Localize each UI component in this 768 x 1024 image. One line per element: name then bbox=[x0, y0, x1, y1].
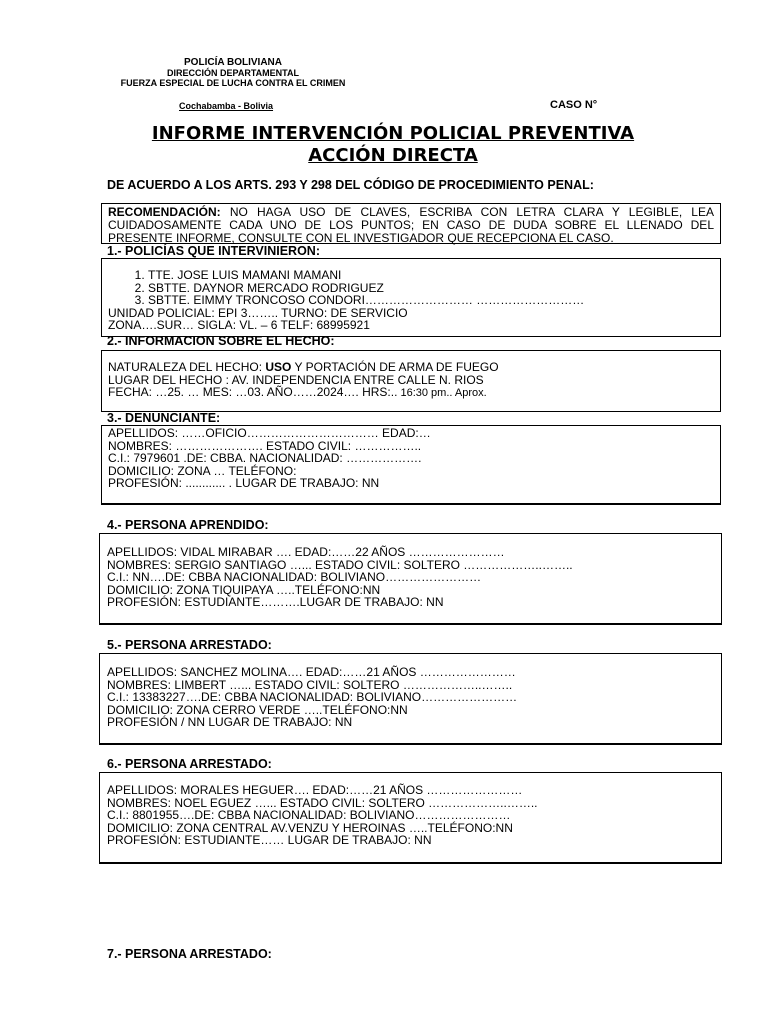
recommendation-body: NO HAGA USO DE CLAVES, ESCRIBA CON LETRA CLARA Y LEGIBLE, LEA CUIDADOSAMENTE CADA UNO DE LOS PUNTOS; EN CASO DE DUDA SOBRE EL LLENADO DEL PRESENTE INFORME, CONSULTE CON EL INVESTIGADOR QUE RECEPCIONA EL CASO. bbox=[108, 205, 714, 245]
person-address: DOMICILIO: ZONA CERRO VERDE …..TELÉFONO:NN bbox=[107, 702, 408, 717]
city-location: Cochabamba - Bolivia bbox=[179, 101, 274, 111]
section6-box bbox=[99, 772, 722, 864]
person-names: NOMBRES: LIMBERT …... ESTADO CIVIL: SOLTERO ………………..…….. bbox=[107, 677, 513, 692]
section6-heading: 6.- PERSONA ARRESTADO: bbox=[107, 757, 272, 771]
person-surname: APELLIDOS: MORALES HEGUER…. EDAD:……21 AÑOS …………………… bbox=[107, 783, 523, 797]
unit-name: FUERZA ESPECIAL DE LUCHA CONTRA EL CRIMEN bbox=[120, 78, 346, 88]
event-nature-suffix: Y PORTACIÓN DE ARMA DE FUEGO bbox=[291, 360, 499, 374]
section3-heading: 3.- DENUNCIANTE: bbox=[107, 411, 221, 425]
section3-box bbox=[101, 425, 721, 505]
complainant-profession: PROFESIÓN: ............ . LUGAR DE TRABAJO: NN bbox=[108, 476, 380, 491]
complainant-surname: APELLIDOS: ……OFICIO…………………………… EDAD:… bbox=[108, 426, 431, 440]
institution-name: POLICÍA BOLIVIANA bbox=[184, 57, 282, 68]
event-date-line bbox=[108, 386, 714, 400]
section5-box bbox=[99, 653, 722, 745]
person-address: DOMICILIO: ZONA CENTRAL AV.VENZU Y HEROINAS …..TELÉFONO:NN bbox=[107, 820, 513, 835]
event-nature-bold: USO bbox=[265, 360, 292, 374]
person-id: C.I.: 8801955….DE: CBBA NACIONALIDAD: BOLIVIANO…………………… bbox=[107, 808, 511, 823]
police-unit-line: UNIDAD POLICIAL: EPI 3…….. TURNO: DE SERVICIO bbox=[108, 305, 408, 320]
report-title-line1: INFORME INTERVENCIÓN POLICIAL PREVENTIVA bbox=[151, 123, 635, 144]
complainant-names: NOMBRES: …………………. ESTADO CIVIL: …………….. bbox=[108, 438, 422, 453]
person-names: NOMBRES: NOEL EGUEZ …... ESTADO CIVIL: SOLTERO ………………..…….. bbox=[107, 795, 538, 810]
report-title-line2: ACCIÓN DIRECTA bbox=[308, 145, 478, 166]
person-profession: PROFESIÓN: ESTUDIANTE…… LUGAR DE TRABAJO: NN bbox=[107, 833, 432, 848]
person-names: NOMBRES: SERGIO SANTIAGO …... ESTADO CIVIL: SOLTERO ………………..…….. bbox=[107, 557, 573, 572]
zone-line: ZONA….SUR… SIGLA: VL. – 6 TELF: 68995921 bbox=[108, 318, 370, 333]
section7-heading: 7.- PERSONA ARRESTADO: bbox=[107, 947, 272, 961]
recommendation-box bbox=[101, 203, 721, 244]
section5-heading: 5.- PERSONA ARRESTADO: bbox=[107, 638, 272, 652]
event-time-text: 16:30 pm.. Aprox. bbox=[397, 387, 487, 400]
institution-header bbox=[100, 57, 366, 88]
officer-list bbox=[108, 269, 714, 307]
section2-heading: 2.- INFORMACION SOBRE EL HECHO: bbox=[107, 334, 335, 348]
person-address: DOMICILIO: ZONA TIQUIPAYA …..TELÉFONO:NN bbox=[107, 582, 381, 597]
complainant-id: C.I.: 7979601 .DE: CBBA. NACIONALIDAD: ………………. bbox=[108, 451, 422, 466]
complainant-address: DOMICILIO: ZONA … TELÉFONO: bbox=[108, 463, 297, 478]
event-nature-line bbox=[108, 361, 714, 374]
person-id: C.I.: 13383227….DE: CBBA NACIONALIDAD: BOLIVIANO…………………… bbox=[107, 690, 518, 705]
event-nature-prefix: NATURALEZA DEL HECHO: bbox=[108, 360, 266, 374]
event-date-text: FECHA: …25. … MES: …03. AÑO……2024…. HRS:.. bbox=[108, 385, 398, 400]
person-surname: APELLIDOS: VIDAL MIRABAR …. EDAD:……22 AÑOS …………………… bbox=[107, 545, 505, 559]
person-id: C.I.: NN….DE: CBBA NACIONALIDAD: BOLIVIANO…………………… bbox=[107, 570, 482, 585]
section4-box bbox=[99, 533, 722, 625]
officer-item: 3. SBTTE. EIMMY TRONCOSO CONDORI……………………… ……………………… bbox=[148, 294, 714, 307]
section2-box bbox=[101, 350, 721, 412]
person-profession: PROFESIÓN: ESTUDIANTE……….LUGAR DE TRABAJO: NN bbox=[107, 595, 444, 610]
section4-heading: 4.- PERSONA APRENDIDO: bbox=[107, 518, 269, 532]
person-surname: APELLIDOS: SANCHEZ MOLINA…. EDAD:……21 AÑOS …………………… bbox=[107, 665, 516, 679]
case-number-label: CASO N° bbox=[550, 99, 598, 111]
department-name: DIRECCIÓN DEPARTAMENTAL bbox=[167, 68, 299, 78]
officer-item: 1. TTE. JOSE LUIS MAMANI MAMANI bbox=[148, 269, 714, 282]
person-profession: PROFESIÓN / NN LUGAR DE TRABAJO: NN bbox=[107, 715, 353, 730]
section1-heading: 1.- POLICÍAS QUE INTERVINIERON: bbox=[107, 244, 320, 258]
officer-item: 2. SBTTE. DAYNOR MERCADO RODRIGUEZ bbox=[148, 282, 714, 295]
section1-box bbox=[101, 258, 721, 337]
event-place-line: LUGAR DEL HECHO : AV. INDEPENDENCIA ENTRE CALLE N. RIOS bbox=[108, 372, 484, 387]
recommendation-label: RECOMENDACIÓN: bbox=[108, 205, 221, 219]
recommendation-text bbox=[108, 206, 714, 245]
legal-basis: DE ACUERDO A LOS ARTS. 293 Y 298 DEL CÓDIGO DE PROCEDIMIENTO PENAL: bbox=[107, 178, 594, 192]
